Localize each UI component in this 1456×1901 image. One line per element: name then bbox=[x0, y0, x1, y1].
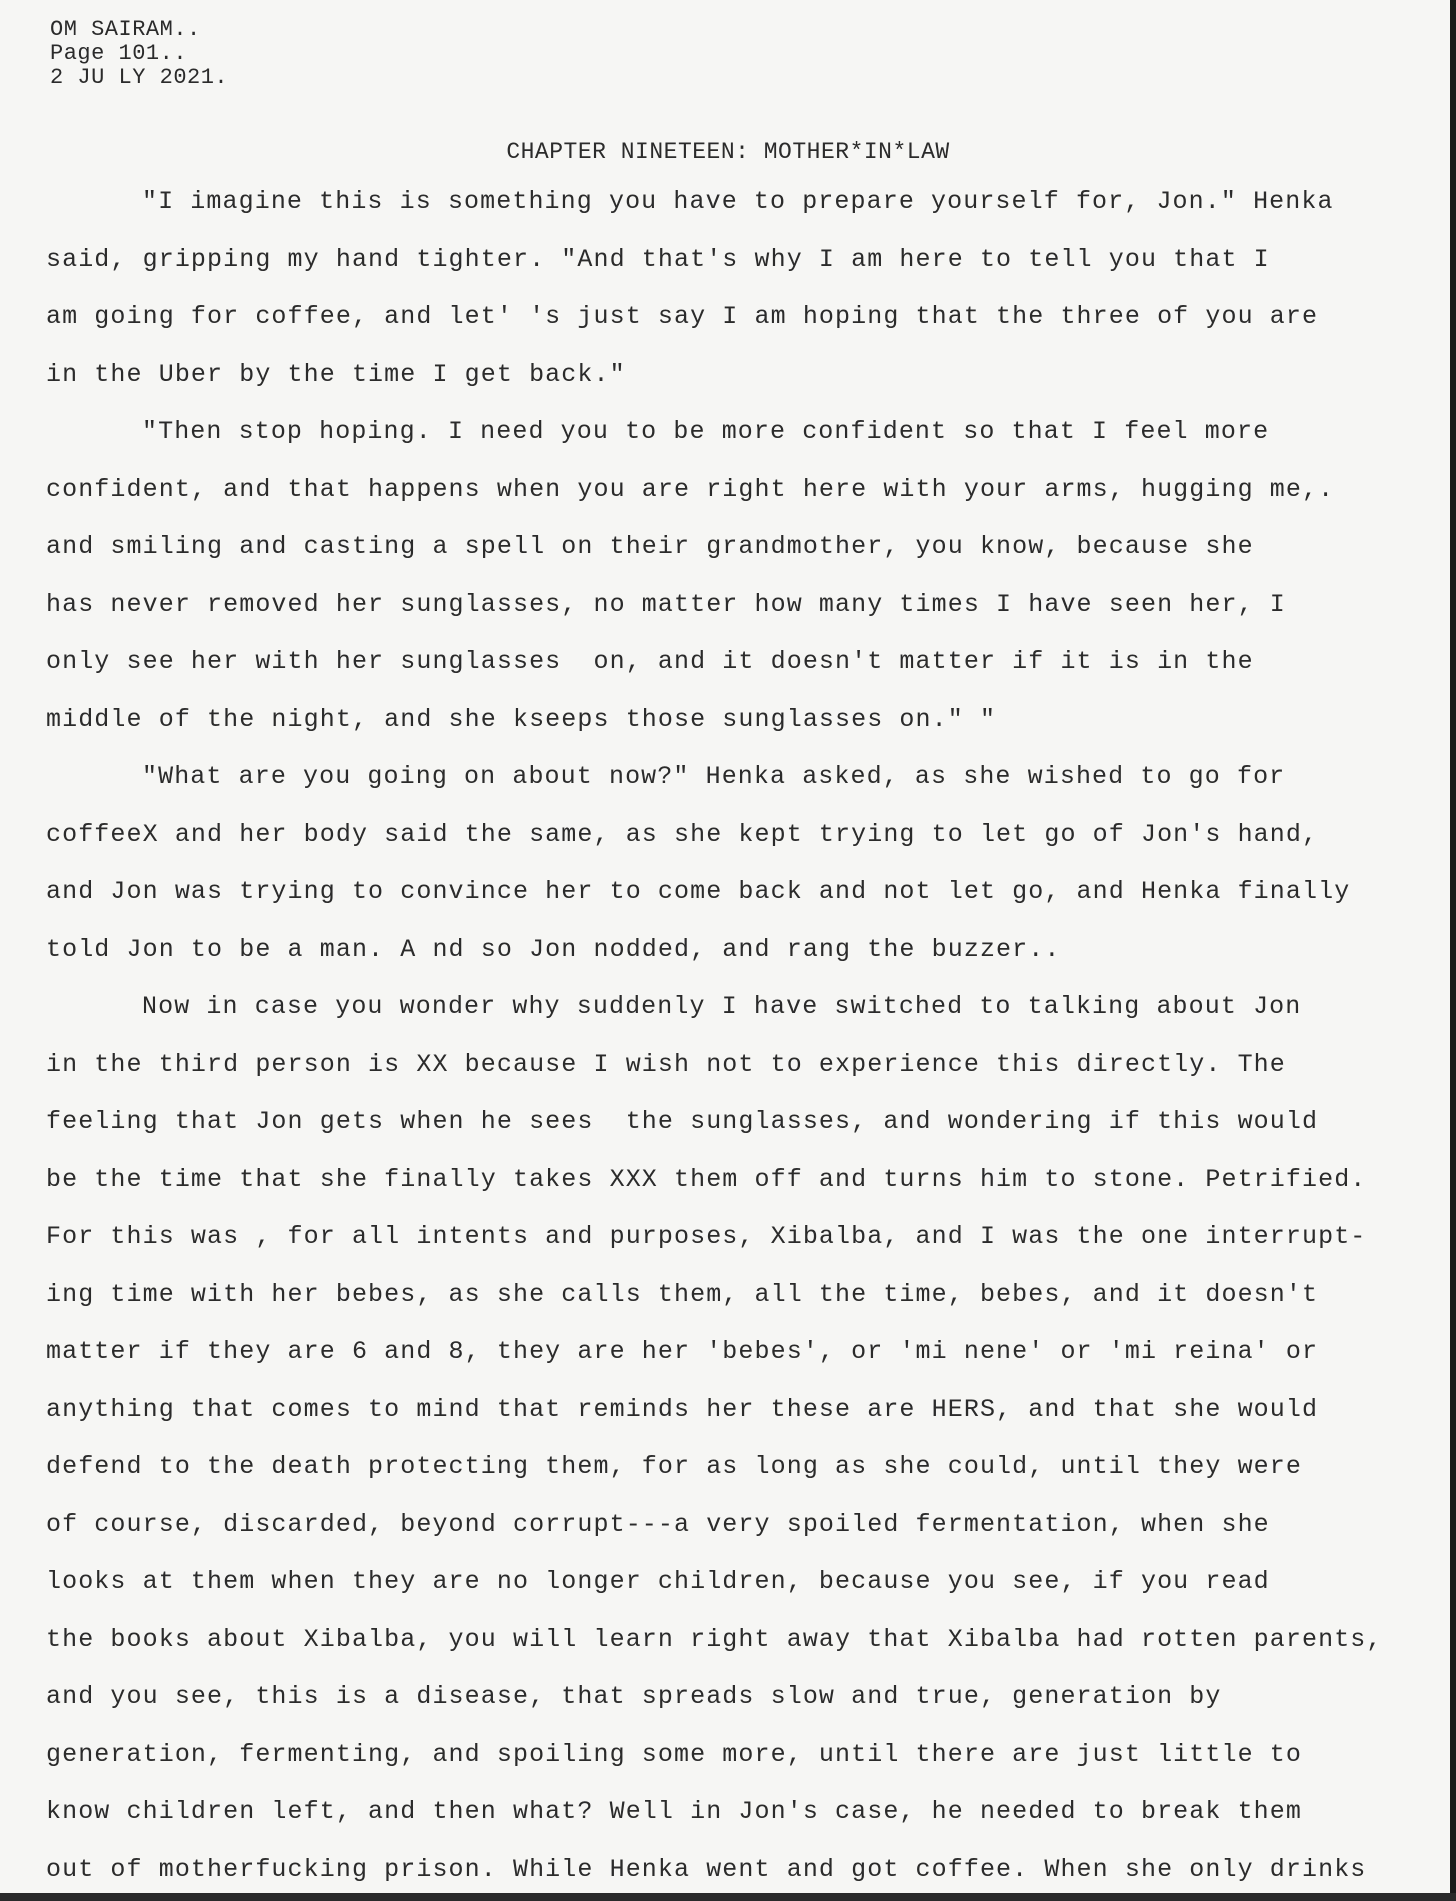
text-line: of course, discarded, beyond corrupt---a very spoiled fermentation, when she bbox=[46, 1509, 1270, 1539]
text-line: has never removed her sunglasses, no matter how many times I have seen her, I bbox=[46, 589, 1286, 619]
header-date: 2 JU LY 2021. bbox=[50, 65, 229, 90]
page-number: Page 101.. bbox=[50, 41, 188, 66]
text-line: be the time that she finally takes XXX them off and turns him to stone. Petrified. bbox=[46, 1164, 1367, 1194]
text-line: Now in case you wonder why suddenly I have switched to talking about Jon bbox=[142, 992, 1302, 1021]
text-line: coffeeX and her body said the same, as she kept trying to let go of Jon's hand, bbox=[46, 819, 1319, 849]
text-line: anything that comes to mind that reminds her these are HERS, and that she would bbox=[46, 1394, 1319, 1424]
text-line: and smiling and casting a spell on their grandmother, you know, because she bbox=[46, 532, 1254, 561]
header-line: OM SAIRAM.. bbox=[50, 17, 201, 42]
text-line: feeling that Jon gets when he sees the sunglasses, and wondering if this would bbox=[46, 1107, 1319, 1136]
text-line: ing time with her bebes, as she calls them, all the time, bebes, and it doesn't bbox=[46, 1279, 1319, 1309]
text-line: defend to the death protecting them, for as long as she could, until they were bbox=[46, 1452, 1302, 1481]
text-line: and Jon was trying to convince her to come back and not let go, and Henka finally bbox=[46, 877, 1351, 906]
text-line: out of motherfucking prison. While Henka went and got coffee. When she only drinks bbox=[46, 1854, 1367, 1884]
text-line: middle of the night, and she kseeps those sunglasses on." " bbox=[46, 704, 997, 734]
page-header bbox=[50, 18, 228, 90]
text-line: in the third person is XX because I wish not to experience this directly. The bbox=[46, 1049, 1286, 1079]
text-line: "Then stop hoping. I need you to be more confident so that I feel more bbox=[142, 417, 1270, 446]
text-line: generation, fermenting, and spoiling some more, until there are just little to bbox=[46, 1739, 1302, 1769]
text-line: am going for coffee, and let' 's just say I am hoping that the three of you are bbox=[46, 302, 1319, 331]
text-line: and you see, this is a disease, that spreads slow and true, generation by bbox=[46, 1682, 1222, 1711]
text-line: "I imagine this is something you have to prepare yourself for, Jon." Henka bbox=[142, 187, 1334, 216]
text-line: "What are you going on about now?" Henka asked, as she wished to go for bbox=[142, 762, 1286, 791]
text-line: matter if they are 6 and 8, they are her 'bebes', or 'mi nene' or 'mi reina' or bbox=[46, 1337, 1319, 1366]
text-line: said, gripping my hand tighter. "And that's why I am here to tell you that I bbox=[46, 244, 1270, 274]
text-line: in the Uber by the time I get back." bbox=[46, 359, 626, 389]
text-line: the books about Xibalba, you will learn right away that Xibalba had rotten parents, bbox=[46, 1624, 1383, 1654]
body-text bbox=[46, 186, 1448, 1901]
page-bottom-shadow bbox=[0, 1893, 1456, 1901]
text-line: know children left, and then what? Well in Jon's case, he needed to break them bbox=[46, 1797, 1302, 1826]
text-line: told Jon to be a man. A nd so Jon nodded, and rang the buzzer.. bbox=[46, 934, 1061, 964]
text-line: confident, and that happens when you are right here with your arms, hugging me,. bbox=[46, 474, 1335, 504]
text-line: only see her with her sunglasses on, and it doesn't matter if it is in the bbox=[46, 647, 1254, 676]
page-edge-shadow bbox=[1450, 0, 1456, 1901]
chapter-title: CHAPTER NINETEEN: MOTHER*IN*LAW bbox=[506, 139, 950, 165]
text-line: For this was , for all intents and purposes, Xibalba, and I was the one interrupt- bbox=[46, 1222, 1367, 1251]
text-line: looks at them when they are no longer children, because you see, if you read bbox=[46, 1567, 1270, 1596]
